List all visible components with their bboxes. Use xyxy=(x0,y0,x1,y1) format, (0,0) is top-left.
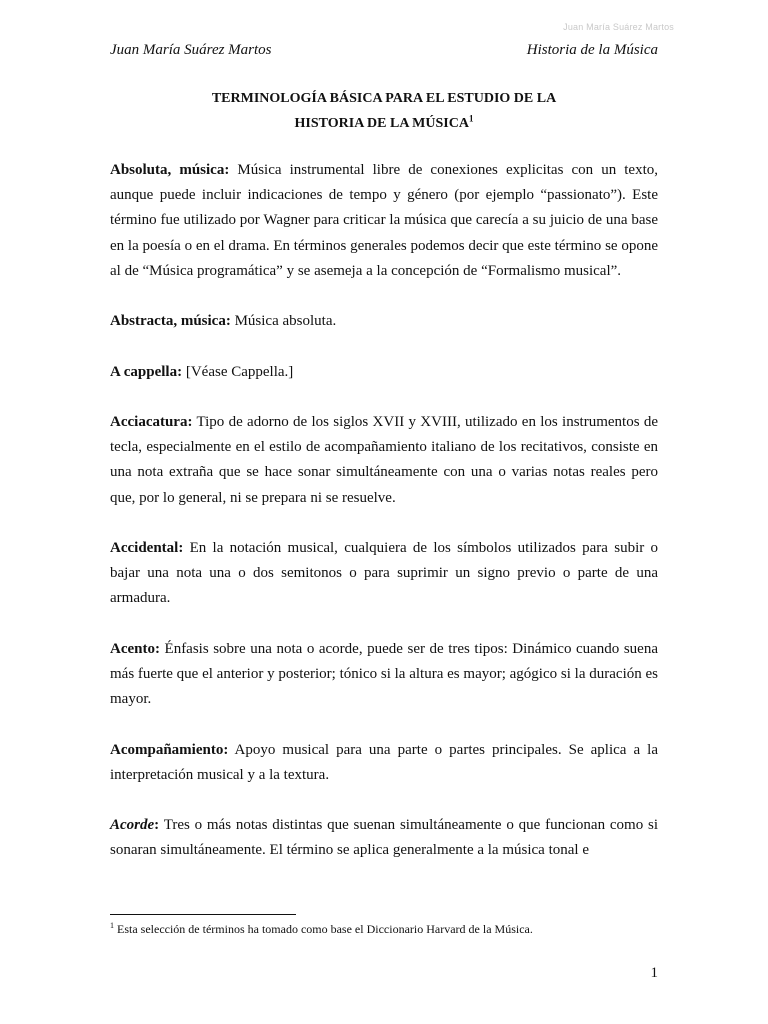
glossary-entry xyxy=(110,536,658,612)
glossary-body xyxy=(110,158,658,889)
footnote-mark: 1 xyxy=(110,921,114,930)
title-line-1: TERMINOLOGÍA BÁSICA PARA EL ESTUDIO DE LA xyxy=(211,91,557,106)
glossary-entry xyxy=(110,738,658,788)
entry-definition: Tipo de adorno de los siglos XVII y XVIII, utilizado en los instrumentos de tecla, especialmente en el estilo de acompañamiento italiano de los recitativos, consiste en una nota extraña que se hace sonar simultáneamente con una o varias notas reales pero que, por lo general, ni se prepara ni se resuelve. xyxy=(110,413,658,506)
entry-term: Acompañamiento: xyxy=(110,741,229,758)
footnote-text: Esta selección de términos ha tomado como base el Diccionario Harvard de la Música. xyxy=(114,922,533,936)
running-header xyxy=(110,42,658,59)
entry-term-colon: : xyxy=(154,817,160,834)
header-subject: Historia de la Música xyxy=(526,42,658,58)
entry-term: A cappella: xyxy=(110,363,183,380)
title-line-2 xyxy=(110,111,658,136)
glossary-entry xyxy=(110,637,658,713)
entry-term: Acorde xyxy=(110,817,155,834)
watermark: Juan María Suárez Martos xyxy=(563,22,674,32)
entry-term: Acento: xyxy=(110,640,160,657)
entry-definition: Apoyo musical para una parte o partes principales. Se aplica a la interpretación musical y a la textura. xyxy=(110,741,658,783)
title-line-2-text: HISTORIA DE LA MÚSICA xyxy=(294,116,469,131)
entry-term: Absoluta, música: xyxy=(110,162,230,178)
entry-term: Acciacatura: xyxy=(110,413,193,430)
title-footnote-mark: 1 xyxy=(468,113,474,124)
entry-definition: En la notación musical, cualquiera de los símbolos utilizados para subir o bajar una nota una o dos semitonos o para suprimir un signo previo o parte de una armadura. xyxy=(110,539,658,607)
entry-definition: Música instrumental libre de conexiones explicitas con un texto, aunque puede incluir indicaciones de tempo y género (por ejemplo “passionato”). Este término fue utilizado por Wagner para criticar la música que carecía a su juicio de una base en la poesía o en el drama. En términos generales podemos decir que este término se opone al de “Música programática” y se asemeja a la concepción de “Formalismo musical”. xyxy=(110,162,658,279)
footnote-divider xyxy=(110,914,296,915)
entry-definition: Énfasis sobre una nota o acorde, puede ser de tres tipos: Dinámico cuando suena más fuerte que el anterior y posterior; tónico si la altura es mayor; agógico si la duración es mayor. xyxy=(110,640,658,708)
footnote xyxy=(110,922,658,937)
glossary-entry xyxy=(110,360,658,385)
glossary-entry xyxy=(110,158,658,284)
entry-definition: Música absoluta. xyxy=(230,313,337,330)
entry-definition: Tres o más notas distintas que suenan simultáneamente o que funcionan como si sonaran simultáneamente. El término se aplica generalmente a la música tonal e xyxy=(110,817,658,859)
header-author: Juan María Suárez Martos xyxy=(110,42,272,58)
entry-term: Abstracta, música: xyxy=(110,313,231,330)
document-title xyxy=(110,86,658,136)
page-number: 1 xyxy=(650,965,658,981)
glossary-entry xyxy=(110,813,658,863)
entry-definition: [Véase Cappella.] xyxy=(182,363,294,380)
glossary-entry xyxy=(110,309,658,334)
glossary-entry xyxy=(110,410,658,511)
entry-term: Accidental: xyxy=(110,539,184,556)
